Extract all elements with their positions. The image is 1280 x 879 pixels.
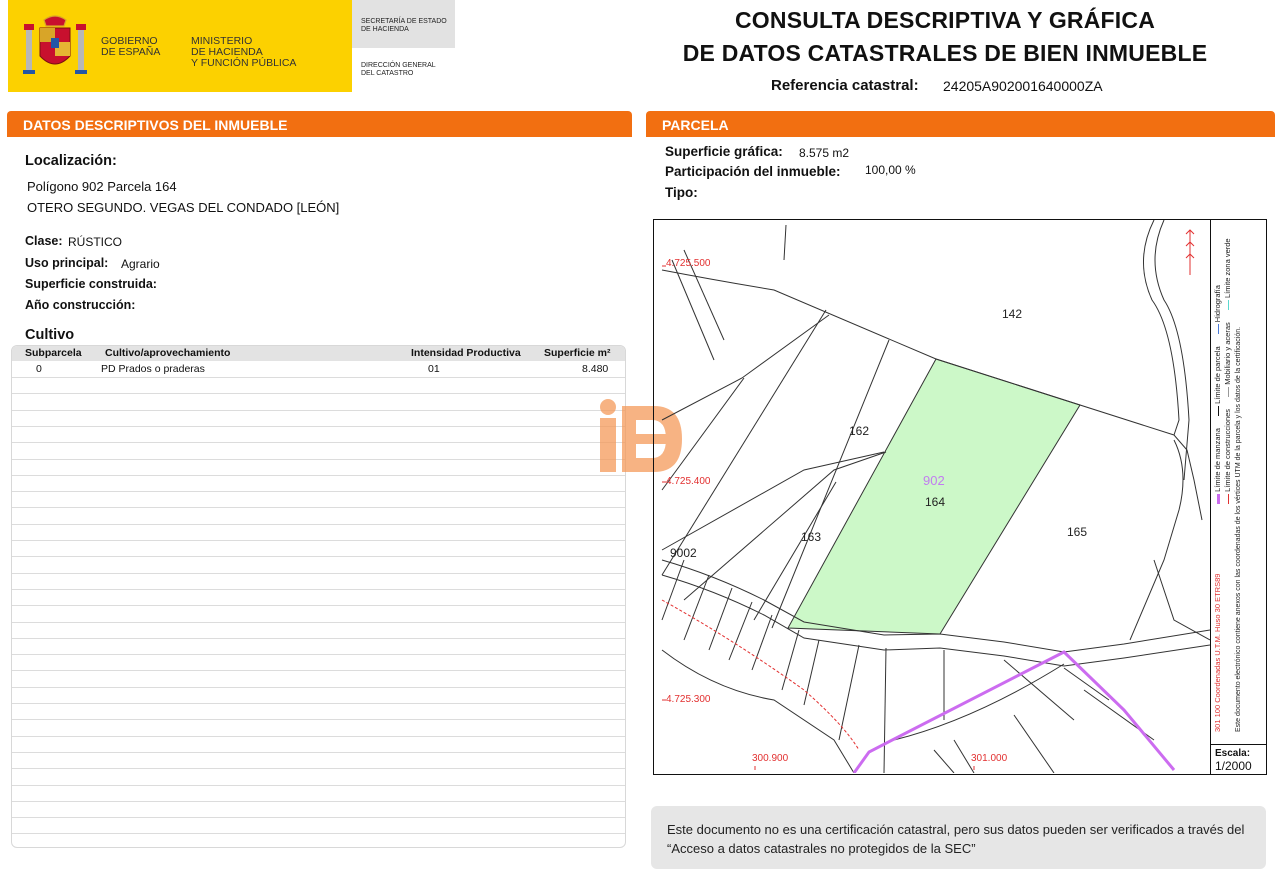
scale-box [1210,744,1266,775]
section-title-part1: DATOS DESCRIPTIVOS DEL [23,117,215,133]
label-902: 902 [923,473,945,488]
table-rule-line [12,507,625,508]
table-rule-line [12,475,625,476]
label-163: 163 [801,530,822,544]
superficie-grafica-label: Superficie gráfica: [665,144,783,159]
table-row[interactable] [12,362,625,377]
datos-descriptivos-header [7,111,632,137]
table-rule-line [12,540,625,541]
legend-note: Este documento electrónico contiene anexos con las coordenadas de los vértices UTM de la parcela y los datos de la certificación. [1235,326,1242,732]
scale-label: Escala: [1215,748,1251,759]
secretaria-text [361,18,453,34]
secretaria-line2: DE HACIENDA [361,26,409,33]
cell-cultivo: PD Prados o praderas [101,363,205,375]
secretaria-block [352,0,455,92]
clase-value: RÚSTICO [68,235,122,249]
table-rule-line [12,670,625,671]
ministerio-line1: MINISTERIO [191,35,253,47]
gobierno-line1: GOBIERNO [101,35,158,47]
col-cultivo: Cultivo/aprovechamiento [105,347,231,359]
ministerio-line2: DE HACIENDA [191,46,263,58]
table-rule-line [12,426,625,427]
cell-subparcela: 0 [36,363,42,375]
cadastral-map[interactable] [653,219,1267,775]
ref-value[interactable]: 24205A902001640000ZA [943,78,1103,94]
direccion-text [361,62,453,78]
cultivo-table [11,345,626,848]
gobierno-text [101,36,181,58]
disclaimer-note: Este documento no es una certificación catastral, pero sus datos pueden ser verificados a través del “Acceso a datos catastrales no protegidos de la SEC” [651,806,1266,869]
anio-construccion-label: Año construcción: [25,298,136,312]
parcela-header: PARCELA [646,111,1275,137]
cell-superficie: 8.480 [582,363,609,375]
col-intensidad: Intensidad Productiva [411,347,521,359]
label-142: 142 [1002,307,1023,321]
legend-item-manzana: Límite de manzana Límite de parcela Hidrografía [1213,285,1222,504]
x-label-1: 300.900 [752,753,789,764]
table-rule-line [12,833,625,834]
table-rule-line [12,377,625,378]
ministerio-line3: Y FUNCIÓN PÚBLICA [191,57,297,69]
legend-coords: 301 100 Coordenadas U.T.M. Huso 30 ETRS89 [1213,573,1222,732]
clase-label: Clase: [25,234,63,248]
localizacion-label: Localización: [25,153,117,169]
table-rule-line [12,605,625,606]
gobierno-line2: DE ESPAÑA [101,46,161,58]
table-rule-line [12,622,625,623]
table-header [12,346,625,361]
parcela-underline [646,135,1275,137]
manzana-boundary [854,652,1174,773]
label-9002: 9002 [670,546,697,560]
ministerio-text [191,36,351,69]
uso-value: Agrario [121,257,160,271]
participacion-value: 100,00 % [865,163,916,177]
table-rule-line [12,556,625,557]
table-rule-line [12,573,625,574]
label-164: 164 [925,495,946,509]
document-title-line2: DE DATOS CATASTRALES DE BIEN INMUEBLE [682,40,1208,66]
table-rule-line [12,768,625,769]
uso-label: Uso principal: [25,256,109,270]
y-label-3: 4.725.300 [666,694,711,705]
table-rule-line [12,459,625,460]
table-rule-line [12,703,625,704]
north-arrow-icon [1186,230,1194,275]
label-165: 165 [1067,525,1088,539]
document-title-line1: CONSULTA DESCRIPTIVA Y GRÁFICA [734,7,1156,33]
table-rule-line [12,393,625,394]
scale-value: 1/2000 [1215,759,1252,773]
table-rule-line [12,589,625,590]
label-162: 162 [849,424,870,438]
ref-label: Referencia catastral: [771,77,919,94]
table-rule-line [12,817,625,818]
table-rule-line [12,719,625,720]
superficie-construida-label: Superficie construida: [25,277,157,291]
table-rule-line [12,491,625,492]
map-drawing[interactable] [654,220,1210,773]
legend-item-construcciones: Límite de construcciones Mobiliario y aceras Límite zona verde [1223,238,1232,504]
section-underline [7,135,632,137]
table-rule-line [12,687,625,688]
table-rule-line [12,752,625,753]
table-rule-line [12,785,625,786]
cultivo-title: Cultivo [25,327,75,343]
table-rule-line [12,524,625,525]
coat-of-arms-icon [20,14,90,80]
secretaria-line1: SECRETARÍA DE ESTADO [361,18,447,25]
table-rule-line [12,654,625,655]
government-logo-block [8,0,352,92]
y-label-2: 4.725.400 [666,476,711,487]
participacion-label: Participación del inmueble: [665,164,841,179]
table-rule-line [12,410,625,411]
table-rule-line [12,801,625,802]
direccion-line1: DIRECCIÓN GENERAL [361,62,436,69]
cell-intensidad: 01 [428,363,440,375]
superficie-grafica-value: 8.575 m2 [799,146,850,160]
localizacion-line1: Polígono 902 Parcela 164 [27,179,177,194]
legend-rotated [1211,220,1267,744]
direccion-line2: DEL CATASTRO [361,70,414,77]
table-rule-line [12,638,625,639]
table-rule-line [12,442,625,443]
localizacion-line2: OTERO SEGUNDO. VEGAS DEL CONDADO [LEÓN] [27,200,340,215]
col-superficie: Superficie m² [544,347,611,359]
section-title-part2: INMUEBLE [214,117,288,133]
map-legend [1210,220,1266,744]
col-subparcela: Subparcela [25,347,82,359]
referencia-catastral [771,77,1103,94]
y-label-1: 4.725.500 [666,258,711,269]
tipo-label: Tipo: [665,185,698,200]
x-label-2: 301.000 [971,753,1008,764]
table-rule-line [12,736,625,737]
